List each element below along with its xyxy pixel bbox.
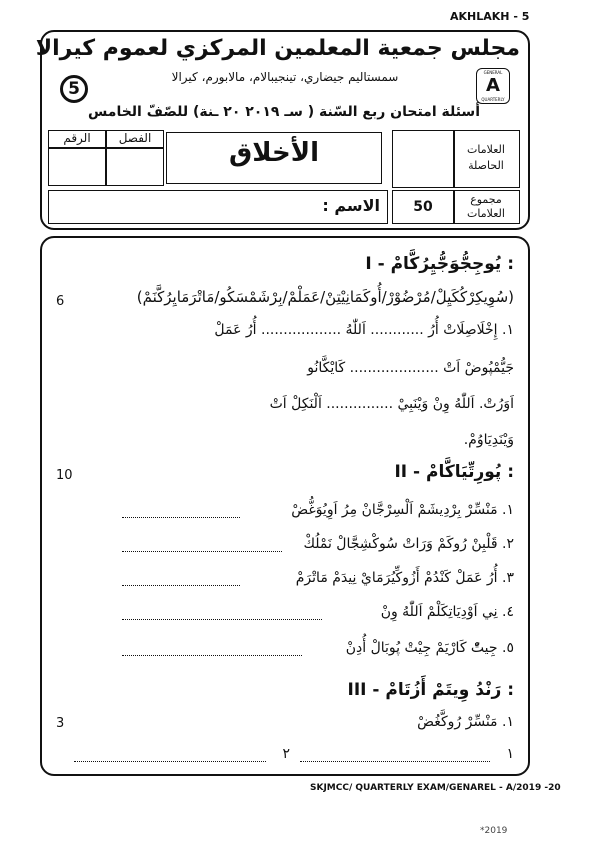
section-2-number: II — [394, 462, 408, 482]
section-1-word-bank: (سُوِيكِرْكُكَيِلْ/مُرْضُوْرْ/أُوكَمَانِيْتِنْ/عَمَلْمْ/بِرْشَمْسَكُو/مَاتْرَمَايِرُكَّنَمْ) — [136, 288, 514, 306]
number-value-cell[interactable] — [48, 148, 106, 186]
section-2-item-1: ١. مَنْسِّرْ بِرْدِيشَمْ اَلْسِرْجَّانْ مِرُ اَوِيُوَغُّضْ — [291, 502, 514, 518]
number-label: الرقم — [63, 131, 91, 145]
name-label: الاسم : — [322, 196, 380, 215]
section-1-line-4: وَيْنَدِيَاوُمْ. — [463, 432, 514, 448]
section-1-title: - يُوجِجُّوَجُّيِرُكَّامْ : — [377, 254, 514, 274]
answer-line-2-3[interactable] — [122, 584, 240, 586]
section-1-line-3: اَوَرُتْ. اَللّٰهُ وِنْ وَيْنَبِيْ ............... اَلْنَكِلْ اَتْ — [269, 396, 514, 412]
section-1-heading — [250, 254, 514, 274]
answer-line-2-2[interactable] — [122, 550, 282, 552]
class-label: الفصل — [118, 131, 152, 145]
answer-label-1: ١ — [506, 746, 514, 762]
answer-line-3-2[interactable] — [74, 760, 266, 762]
section-2-item-3: ٣. أُرُ عَمَلْ كَنْدُمْ أَزُوكِّيُرَمَايْ نِيدَمْ مَاتْرَمْ — [295, 570, 514, 586]
total-marks-label: مجموع العلامات — [467, 193, 505, 220]
bottom-note: *2019 — [480, 826, 508, 836]
address: سمستاليم جيضاري، تينجيبالام، مالابورم، كيرالا — [171, 70, 399, 84]
logo-bottom-text: QUARTERLY — [481, 97, 505, 102]
exam-title: أسئلة امتحان ربع السّنة ( سـ ٢٠١٩ ٢٠ ـنة) للصّفّ الخامس — [87, 104, 480, 120]
section-3-number: III — [347, 680, 367, 700]
section-2-item-5: ٥. جِيتّْ كَارْيَمْ جِيْتْ پُوبَالْ أُدِنْ — [345, 640, 514, 656]
section-2-heading — [250, 462, 514, 482]
total-marks-value: 50 — [413, 199, 433, 215]
answer-line-2-5[interactable] — [122, 654, 302, 656]
section-2-title: - پُورِتِّيَاكَّامْ : — [413, 462, 514, 482]
answer-label-2: ٢ — [282, 746, 290, 762]
org-name: مجلس جمعية المعلمين المركزي لعموم كيرالا — [35, 36, 520, 61]
answer-line-3-1[interactable] — [300, 760, 490, 762]
exam-logo — [476, 68, 510, 104]
section-2-marks: 10 — [56, 468, 73, 483]
marks-obtained-value — [392, 130, 454, 188]
logo-top-text: GENERAL — [483, 70, 503, 75]
section-2-item-2: ٢. قَلْبِنْ رُوكَمْ وَرَاتْ سُوكْشِجَّالْ نَمْلُكْ — [303, 536, 514, 552]
section-1-marks: 6 — [56, 294, 65, 309]
subject-title: الأخلاق — [229, 138, 319, 168]
section-3-marks: 3 — [56, 716, 65, 731]
section-3-item-1: ١. مَنْسِّرْ رُوكَّغُضْ — [417, 714, 514, 730]
section-3-title: - رَنْدُ وِيتَمْ أَزُتَامْ : — [372, 680, 514, 700]
section-1-line-1: ١. إِخْلَاصِلَاتْ أُرُ ............ اَللّٰهُ .................. أُرُ عَمَلْ — [214, 322, 514, 338]
class-badge: 5 — [60, 75, 88, 103]
page-code: AKHLAKH - 5 — [450, 10, 530, 23]
marks-obtained-label: العلامات الحاصلة — [467, 143, 505, 172]
answer-line-2-1[interactable] — [122, 516, 240, 518]
section-1-number: I — [365, 254, 372, 274]
class-value-cell[interactable] — [106, 148, 164, 186]
logo-letter: A — [486, 75, 500, 96]
section-1-line-2: جَيُّمْپُوضْ اَتْ .................... كَايْكَّانُو — [307, 360, 514, 376]
section-2-item-4: ٤. نِي اَوْدِيَاتِكَلْمْ اَللّٰهُ وِنْ — [380, 604, 514, 620]
footer-code: SKJMCC/ QUARTERLY EXAM/GENAREL - A/2019 -20 — [310, 783, 561, 793]
section-3-heading — [250, 680, 514, 700]
answer-line-2-4[interactable] — [122, 618, 322, 620]
